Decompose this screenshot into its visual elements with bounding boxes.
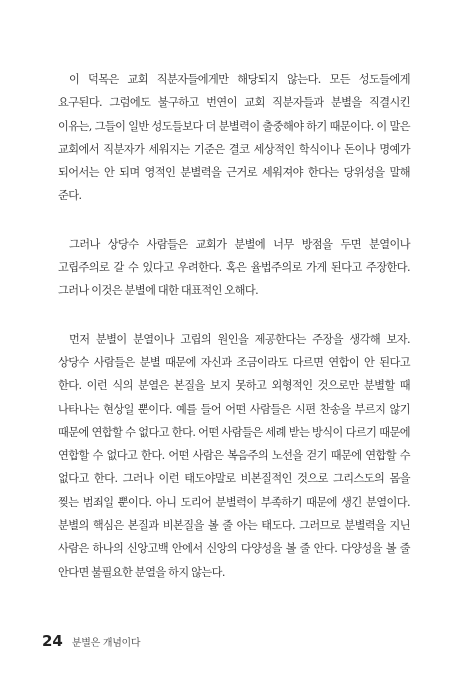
paragraph-2: 그러나 상당수 사람들은 교회가 분별에 너무 방점을 두면 분열이나 고립주의로 갈 수 있다고 우려한다. 혹은 율법주의로 가게 된다고 주장한다. 그러나 이것은 분별에 대한 대표적인 오해다.: [58, 237, 410, 298]
paragraph-1: 이 덕목은 교회 직분자들에게만 해당되지 않는다. 모든 성도들에게 요구된다. 그럼에도 불구하고 번연이 교회 직분자들과 분별을 직결시킨 이유는, 그들이 일반 성도들보다 더 분별력이 출중해야 하기 때문이다. 이 말은 교회에서 직분자가 세워지는 기준은 결코 세상적인 학식이나 돈이나 명예가 되어서는 안 되며 영적인 분별력을 근거로 세워져야 한다는 당위성을 말해 준다.: [58, 73, 410, 203]
running-title: 분별은 개념이다: [71, 638, 141, 649]
page-footer: [42, 632, 140, 650]
body-text: [58, 68, 410, 609]
paragraph-3: 먼저 분별이 분열이나 고립의 원인을 제공한다는 주장을 생각해 보자. 상당수 사람들은 분별 때문에 자신과 조금이라도 다르면 연합이 안 된다고 한다. 이런 식의 분열은 본질을 보지 못하고 외형적인 것으로만 분별할 때 나타나는 현상일 뿐이다. 예를 들어 어떤 사람들은 시편 찬송을 부르지 않기 때문에 연합할 수 없다고 한다. 어떤 사람들은 세례 받는 방식이 다르기 때문에 연합할 수 없다고 한다. 어떤 사람은 복음주의 노선을 걷기 때문에 연합할 수 없다고 한다. 그러나 이런 태도야말로 비본질적인 것으로 그리스도의 몸을 찢는 범죄일 뿐이다. 아니 도리어 분별력이 부족하기 때문에 생긴 분열이다. 분별의 핵심은 본질과 비본질을 볼 줄 아는 태도다. 그러므로 분별력을 지닌 사람은 하나의 신앙고백 안에서 신앙의 다양성을 볼 줄 안다. 다양성을 볼 줄 안다면 불필요한 분열을 하지 않는다.: [58, 332, 410, 579]
page-number: 24: [42, 632, 63, 650]
